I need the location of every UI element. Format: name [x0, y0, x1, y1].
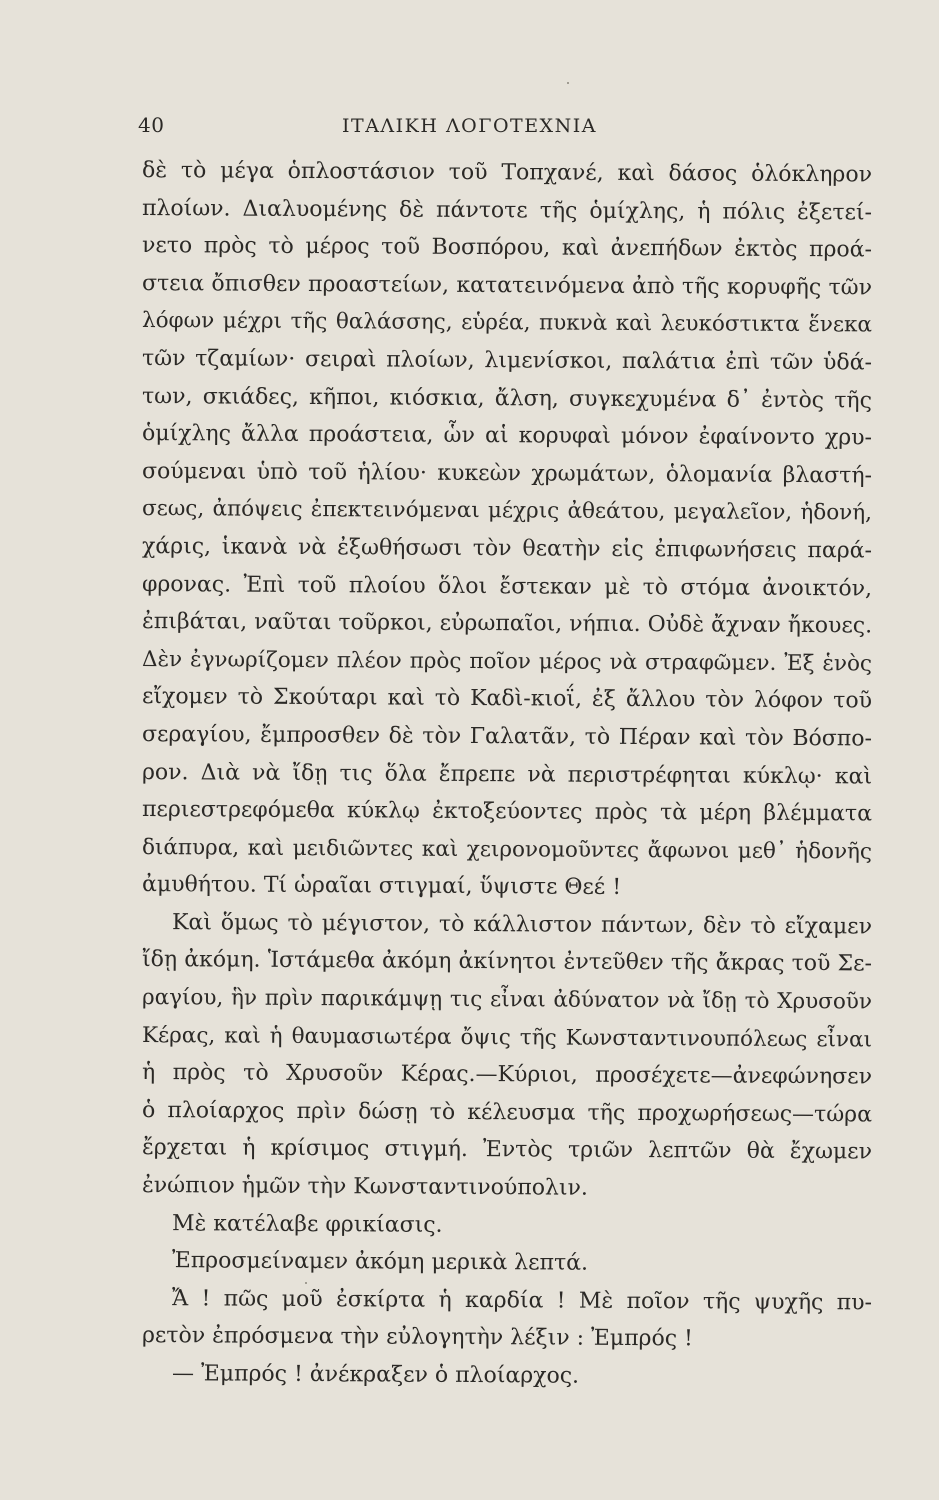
text-line: Ἄ ! πῶς μοῦ ἐσκίρτα ἡ καρδία ! Μὲ ποῖον τῆς ψυχῆς πυ- [171, 1285, 873, 1316]
text-line: ραγίου, ἣν πρὶν παρικάμψῃ τις εἶναι ἀδύνατον νὰ ἴδῃ τὸ Χρυσοῦν [141, 985, 873, 1015]
running-title: ΙΤΑΛΙΚΗ ΛΟΓΟΤΕΧΝΙΑ [342, 115, 597, 137]
text-line: νετο πρὸς τὸ μέρος τοῦ Βοσπόρου, καὶ ἀνεπήδων ἐκτὸς προά- [141, 233, 873, 263]
text-line: ὁ πλοίαρχος πρὶν δώσῃ τὸ κέλευσμα τῆς προχωρήσεως—τώρα [141, 1097, 873, 1128]
text-line: Μὲ κατέλαβε φρικίασις. [171, 1210, 443, 1238]
text-line: δὲ τὸ μέγα ὁπλοστάσιον τοῦ Τοπχανέ, καὶ δάσος ὁλόκληρον [141, 158, 873, 188]
text-line: ἐπιβάται, ναῦται τοῦρκοι, εὐρωπαῖοι, νήπια. Οὐδὲ ἄχναν ἤκουες. [141, 609, 873, 639]
page-header [0, 113, 939, 143]
text-line: πλοίων. Διαλυομένης δὲ πάντοτε τῆς ὁμίχλης, ἡ πόλις ἐξετεί- [141, 195, 873, 226]
text-line: φρονας. Ἐπὶ τοῦ πλοίου ὅλοι ἔστεκαν μὲ τὸ στόμα ἀνοικτόν, [141, 571, 873, 601]
text-line: ὁμίχλης ἄλλα προάστεια, ὧν αἱ κορυφαὶ μόνον ἐφαίνοντο χρυ- [141, 421, 873, 451]
text-line: στεια ὄπισθεν προαστείων, κατατεινόμενα ἀπὸ τῆς κορυφῆς τῶν [141, 270, 873, 301]
text-line: ἴδῃ ἀκόμη. Ἱστάμεθα ἀκόμη ἀκίνητοι ἐντεῦθεν τῆς ἄκρας τοῦ Σε- [141, 947, 873, 977]
paper-speck [567, 82, 569, 84]
text-line: Δὲν ἐγνωρίζομεν πλέον πρὸς ποῖον μέρος νὰ στραφῶμεν. Ἐξ ἑνὸς [141, 646, 873, 677]
text-line: λόφων μέχρι τῆς θαλάσσης, εὑρέα, πυκνὰ καὶ λευκόστικτα ἕνεκα [141, 308, 873, 338]
text-line: — Ἐμπρός ! ἀνέκραξεν ὁ πλοίαρχος. [171, 1361, 580, 1389]
text-line: ἔρχεται ἡ κρίσιμος στιγμή. Ἐντὸς τριῶν λεπτῶν θὰ ἔχωμεν [141, 1135, 873, 1165]
text-line: σούμεναι ὑπὸ τοῦ ἡλίου· κυκεὼν χρωμάτων, ὁλομανία βλαστή- [141, 458, 873, 489]
body-text [142, 152, 872, 1393]
text-line: χάρις, ἱκανὰ νὰ ἐξωθήσωσι τὸν θεατὴν εἰς ἐπιφωνήσεις παρά- [141, 533, 873, 564]
text-line: διάπυρα, καὶ μειδιῶντες καὶ χειρονομοῦντες ἄφωνοι μεθ᾽ ἡδονῆς [141, 834, 873, 865]
text-line: τῶν τζαμίων· σειραὶ πλοίων, λιμενίσκοι, παλάτια ἐπὶ τῶν ὑδά- [141, 345, 873, 376]
text-line: Καὶ ὅμως τὸ μέγιστον, τὸ κάλλιστον πάντων, δὲν τὸ εἴχαμεν [171, 910, 873, 940]
text-line: περιεστρεφόμεθα κύκλῳ ἐκτοξεύοντες πρὸς τὰ μέρη βλέμματα [141, 797, 873, 827]
text-line: ἀμυθήτου. Τί ὡραῖαι στιγμαί, ὕψιστε Θεέ ! [141, 872, 622, 901]
text-line: των, σκιάδες, κῆποι, κιόσκια, ἄλση, συγκεχυμένα δ᾽ ἐντὸς τῆς [141, 383, 873, 414]
text-line: ἐνώπιον ἡμῶν τὴν Κωνσταντινούπολιν. [141, 1173, 588, 1201]
text-line: εἴχομεν τὸ Σκούταρι καὶ τὸ Καδὶ-κιοΐ, ἐξ ἄλλου τὸν λόφον τοῦ [141, 684, 873, 714]
text-line: ρετὸν ἐπρόσμενα τὴν εὐλογητὴν λέξιν : Ἐμπρός ! [141, 1323, 694, 1352]
page-number: 40 [138, 113, 165, 137]
text-line: σεραγίου, ἔμπροσθεν δὲ τὸν Γαλατᾶν, τὸ Πέραν καὶ τὸν Βόσπο- [141, 721, 873, 752]
text-line: σεως, ἀπόψεις ἐπεκτεινόμεναι μέχρις ἀθεάτου, μεγαλεῖον, ἡδονή, [141, 496, 873, 526]
text-line: Κέρας, καὶ ἡ θαυμασιωτέρα ὄψις τῆς Κωνσταντινουπόλεως εἶναι [141, 1022, 873, 1053]
text-line: ρον. Διὰ νὰ ἴδῃ τις ὅλα ἔπρεπε νὰ περιστρέφηται κύκλῳ· καὶ [141, 759, 873, 789]
paper-speck [305, 1282, 307, 1284]
text-line: ἡ πρὸς τὸ Χρυσοῦν Κέρας.—Κύριοι, προσέχετε—ἀνεφώνησεν [141, 1060, 873, 1090]
text-line: Ἐπροσμείναμεν ἀκόμη μερικὰ λεπτά. [171, 1248, 589, 1276]
